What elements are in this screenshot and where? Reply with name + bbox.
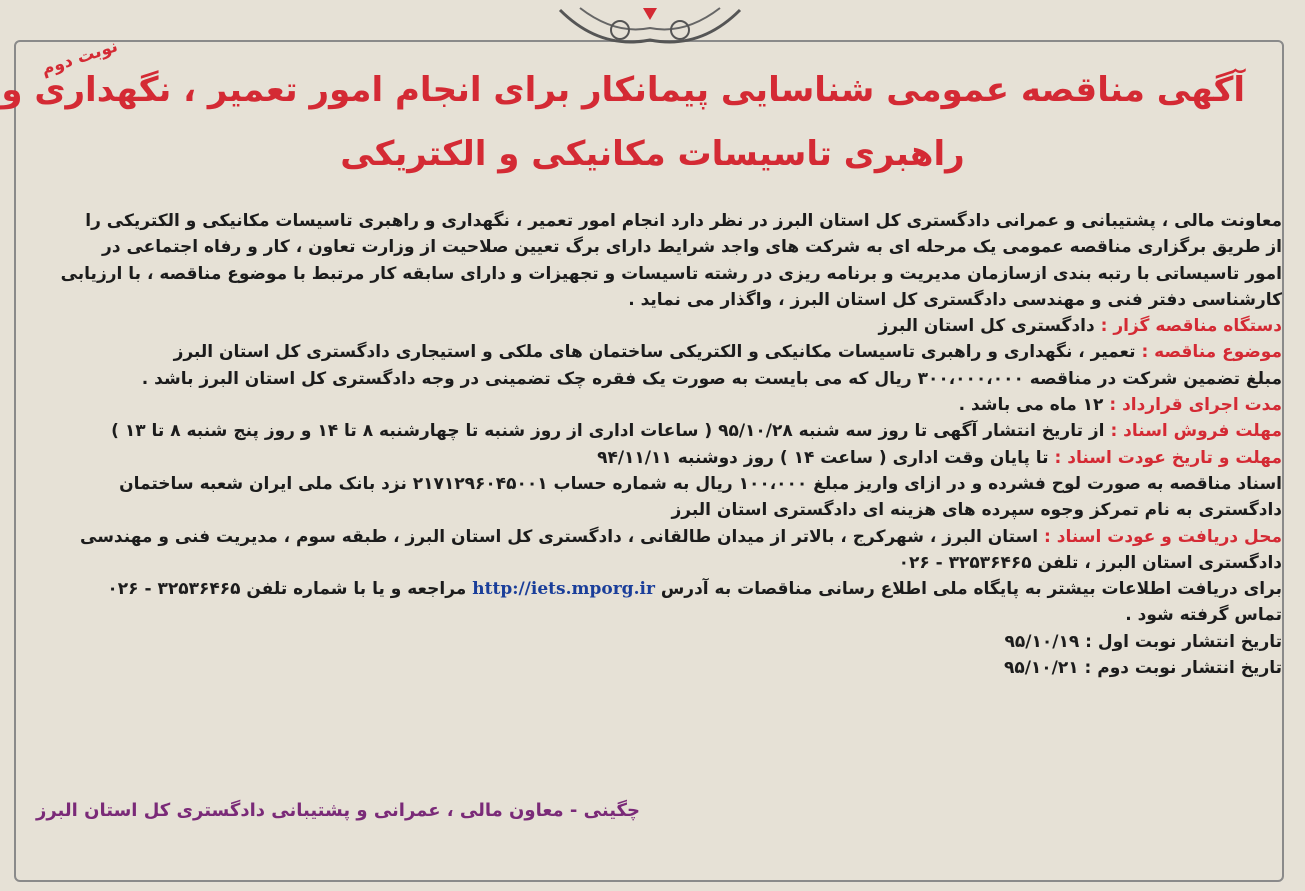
decorative-ornament: [540, 0, 760, 60]
info-phone: مراجعه و یا با شماره تلفن ۳۲۵۳۶۴۶۵ - ۰۲۶: [107, 579, 473, 600]
notice-title-line-1: آگهی مناقصه عمومی شناسایی پیمانکار برای انجام امور تعمیر ، نگهداری و: [1, 70, 1245, 110]
return-deadline-value: تا پایان وقت اداری ( ساعت ۱۴ ) روز دوشنبه ۹۴/۱۱/۱۱: [597, 447, 1055, 468]
intro-line: معاونت مالی ، پشتیبانی و عمرانی دادگستری کل استان البرز در نظر دارد انجام امور تعمیر ، نگهداری و راهبری تاسیسات مکانیکی و الکتریکی را: [85, 211, 1282, 231]
info-row: [34, 576, 1282, 602]
notice-title-line-2: راهبری تاسیسات مکانیکی و الکتریکی: [340, 134, 965, 174]
info-text: برای دریافت اطلاعات بیشتر به پایگاه ملی اطلاع رسانی مناقصات به آدرس: [654, 579, 1282, 600]
second-publication-date: تاریخ انتشار نوبت دوم : ۹۵/۱۰/۲۱: [1003, 658, 1282, 679]
org-row: [34, 313, 1282, 339]
duration-value: ۱۲ ماه می باشد .: [958, 395, 1110, 416]
location-value: استان البرز ، شهرکرج ، بالاتر از میدان طالقانی ، دادگستری کل استان البرز ، طبقه سوم ، مدیریت فنی و مهندسی: [80, 526, 1045, 547]
intro-line: امور تاسیساتی با رتبه بندی ازسازمان مدیریت و برنامه ریزی در رشته تاسیسات و تجهیزات و دارای سابقه کار مرتبط با موضوع مناقصه ، با ارزیابی: [60, 263, 1282, 284]
duration-label: مدت اجرای قرارداد :: [1109, 395, 1282, 416]
sale-value: از تاریخ انتشار آگهی تا روز سه شنبه ۹۵/۱۰/۲۸ ( ساعات اداری از روز شنبه تا چهارشنبه ۸ تا ۱۴ و روز پنج شنبه ۸ تا ۱۳ ): [111, 421, 1111, 442]
guarantee-line: مبلغ تضمین شرکت در مناقصه ۳۰۰،۰۰۰،۰۰۰ ریال که می بایست به صورت یک فقره چک تضمینی در وجه دادگستری کل استان البرز باشد .: [141, 368, 1282, 389]
sale-row: [34, 418, 1282, 444]
first-publication-date: تاریخ انتشار نوبت اول : ۹۵/۱۰/۱۹: [1004, 631, 1282, 652]
subject-row: [34, 339, 1282, 365]
subject-label: موضوع مناقصه :: [1141, 342, 1282, 363]
tender-portal-link[interactable]: http://iets.mporg.ir: [472, 579, 655, 600]
payment-line: دادگستری به نام تمرکز وجوه سپرده های هزینه ای دادگستری استان البرز: [671, 500, 1282, 521]
duration-row: [34, 392, 1282, 418]
intro-line: کارشناسی دفتر فنی و مهندسی دادگستری کل استان البرز ، واگذار می نماید .: [628, 289, 1282, 310]
info-line-2: تماس گرفته شود .: [1125, 605, 1282, 626]
location-row: [34, 524, 1282, 550]
location-line-2: دادگستری استان البرز ، تلفن ۳۲۵۳۶۴۶۵ - ۰۲۶: [898, 552, 1282, 573]
return-deadline-row: [34, 445, 1282, 471]
sale-label: مهلت فروش اسناد :: [1110, 421, 1282, 442]
notice-body: [34, 208, 1282, 681]
intro-line: از طریق برگزاری مناقصه عمومی یک مرحله ای به شرکت های واجد شرایط دارای برگ تعیین صلاحیت از وزارت تعاون ، کار و رفاه اجتماعی در: [102, 237, 1282, 258]
location-label: محل دریافت و عودت اسناد :: [1044, 526, 1282, 547]
org-value: دادگستری کل استان البرز: [878, 316, 1101, 337]
return-deadline-label: مهلت و تاریخ عودت اسناد :: [1054, 447, 1282, 468]
second-round-badge: نوبت دوم: [38, 36, 121, 80]
signature-line: چگینی - معاون مالی ، عمرانی و پشتیبانی دادگستری کل استان البرز: [36, 800, 640, 821]
org-label: دستگاه مناقصه گزار :: [1100, 316, 1282, 337]
subject-value: تعمیر ، نگهداری و راهبری تاسیسات مکانیکی و الکتریکی ساختمان های ملکی و استیجاری دادگستری کل استان البرز: [173, 342, 1142, 363]
payment-line: اسناد مناقصه به صورت لوح فشرده و در ازای واریز مبلغ ۱۰۰،۰۰۰ ریال به شماره حساب ۲۱۷۱۲۹۶۰۴۵۰۰۱ نزد بانک ملی ایران شعبه ساختمان: [119, 473, 1282, 494]
